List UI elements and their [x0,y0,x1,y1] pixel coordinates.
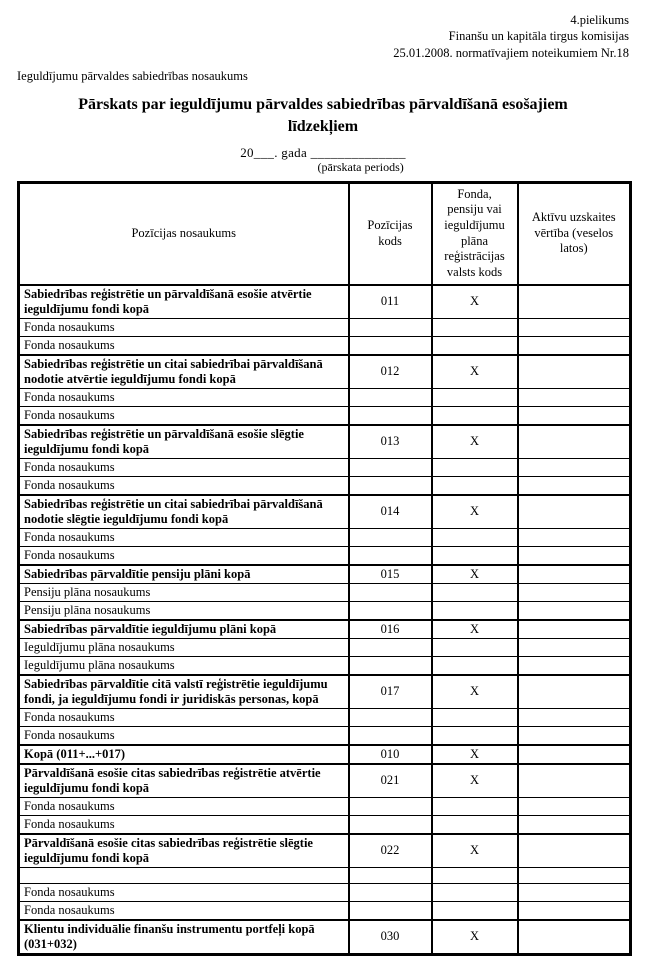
cell-position-name: Fonda nosaukums [19,726,349,745]
cell-country-code [432,815,518,834]
cell-position-name: Fonda nosaukums [19,458,349,476]
cell-asset-value [518,620,631,639]
cell-position-code [349,638,432,656]
table-row [19,528,631,546]
cell-position-name: Sabiedrības reģistrētie un citai sabiedrībai pārvaldīšanā nodotie slēgtie ieguldījumu fondi kopā [19,495,349,529]
table-row [19,920,631,955]
cell-position-name: Pensiju plāna nosaukums [19,601,349,620]
annex-line-1: 4.pielikums [570,13,629,27]
cell-country-code [432,388,518,406]
cell-asset-value [518,285,631,319]
cell-position-name [19,867,349,883]
table-body [19,285,631,955]
cell-asset-value [518,336,631,355]
cell-position-name: Sabiedrības pārvaldītie ieguldījumu plāni kopā [19,620,349,639]
cell-asset-value [518,495,631,529]
annex-block [17,12,629,61]
cell-position-name: Fonda nosaukums [19,708,349,726]
cell-position-code [349,815,432,834]
cell-country-code [432,797,518,815]
annex-line-2: Finanšu un kapitāla tirgus komisijas [448,29,629,44]
cell-position-name: Ieguldījumu plāna nosaukums [19,656,349,675]
cell-position-name: Pensiju plāna nosaukums [19,583,349,601]
cell-country-code: X [432,355,518,389]
cell-position-code: 013 [349,425,432,459]
cell-position-name: Fonda nosaukums [19,406,349,425]
cell-country-code [432,528,518,546]
cell-asset-value [518,528,631,546]
cell-asset-value [518,726,631,745]
cell-country-code: X [432,745,518,764]
cell-position-code [349,406,432,425]
cell-position-name: Kopā (011+...+017) [19,745,349,764]
cell-country-code: X [432,920,518,955]
company-name-label: Ieguldījumu pārvaldes sabiedrības nosaukums [17,68,248,83]
cell-asset-value [518,546,631,565]
col-header-position-code: Pozīcijas kods [349,182,432,285]
cell-country-code: X [432,834,518,868]
table-row [19,388,631,406]
cell-country-code: X [432,285,518,319]
cell-position-name: Fonda nosaukums [19,901,349,920]
cell-asset-value [518,406,631,425]
period-block [240,145,406,175]
cell-position-name: Fonda nosaukums [19,883,349,901]
table-row [19,620,631,639]
cell-country-code [432,867,518,883]
cell-position-code [349,883,432,901]
cell-asset-value [518,425,631,459]
cell-country-code [432,476,518,495]
cell-country-code [432,901,518,920]
table-row [19,318,631,336]
cell-country-code [432,638,518,656]
table-row [19,901,631,920]
cell-asset-value [518,355,631,389]
cell-position-code [349,476,432,495]
cell-asset-value [518,834,631,868]
cell-asset-value [518,920,631,955]
cell-position-code [349,797,432,815]
spacer-row [19,867,631,883]
cell-position-code: 010 [349,745,432,764]
cell-country-code [432,708,518,726]
cell-position-name: Fonda nosaukums [19,797,349,815]
table-row [19,546,631,565]
table-row [19,355,631,389]
table-row [19,834,631,868]
cell-position-name: Fonda nosaukums [19,318,349,336]
cell-position-code [349,708,432,726]
cell-asset-value [518,583,631,601]
cell-asset-value [518,675,631,709]
cell-country-code [432,406,518,425]
table-row [19,583,631,601]
cell-position-code [349,336,432,355]
cell-asset-value [518,745,631,764]
table-row [19,495,631,529]
cell-position-code [349,656,432,675]
cell-country-code: X [432,764,518,798]
cell-asset-value [518,565,631,584]
cell-position-name: Sabiedrības reģistrētie un citai sabiedrībai pārvaldīšanā nodotie atvērtie ieguldījumu fondi kopā [19,355,349,389]
cell-country-code [432,656,518,675]
table-row [19,406,631,425]
cell-position-code [349,458,432,476]
period-line: 20___. gada ______________ [240,144,406,160]
table-row [19,726,631,745]
cell-position-name: Fonda nosaukums [19,388,349,406]
cell-position-code [349,583,432,601]
cell-asset-value [518,901,631,920]
table-row [19,797,631,815]
cell-position-name: Pārvaldīšanā esošie citas sabiedrības reģistrētie atvērtie ieguldījumu fondi kopā [19,764,349,798]
table-row [19,815,631,834]
table-row [19,458,631,476]
table-row [19,708,631,726]
cell-country-code: X [432,425,518,459]
cell-position-code: 017 [349,675,432,709]
cell-position-name: Sabiedrības reģistrētie un pārvaldīšanā esošie slēgtie ieguldījumu fondi kopā [19,425,349,459]
cell-position-code: 022 [349,834,432,868]
cell-country-code [432,546,518,565]
table-row [19,638,631,656]
table-row [19,476,631,495]
cell-asset-value [518,388,631,406]
cell-position-code [349,388,432,406]
col-header-registration-country: Fonda, pensiju vai ieguldījumu plāna reģistrācijas valsts kods [432,182,518,285]
cell-position-name: Sabiedrības reģistrētie un pārvaldīšanā esošie atvērtie ieguldījumu fondi kopā [19,285,349,319]
cell-country-code: X [432,675,518,709]
cell-country-code [432,601,518,620]
cell-asset-value [518,867,631,883]
cell-position-name: Sabiedrības pārvaldītie citā valstī reģistrētie ieguldījumu fondi, ja ieguldījumu fondi ir juridiskās personas, kopā [19,675,349,709]
cell-country-code [432,883,518,901]
table-row [19,336,631,355]
cell-country-code [432,458,518,476]
cell-asset-value [518,708,631,726]
cell-asset-value [518,638,631,656]
cell-position-code [349,318,432,336]
col-header-position-name: Pozīcijas nosaukums [19,182,349,285]
table-row [19,425,631,459]
table-row [19,656,631,675]
cell-position-code [349,546,432,565]
table-row [19,285,631,319]
cell-position-name: Ieguldījumu plāna nosaukums [19,638,349,656]
cell-position-code: 016 [349,620,432,639]
cell-asset-value [518,815,631,834]
cell-asset-value [518,318,631,336]
table-row [19,764,631,798]
cell-country-code [432,583,518,601]
cell-position-code [349,726,432,745]
cell-asset-value [518,656,631,675]
cell-position-code: 011 [349,285,432,319]
cell-position-code [349,601,432,620]
cell-country-code: X [432,495,518,529]
report-table [17,181,632,956]
table-row [19,675,631,709]
cell-position-code: 030 [349,920,432,955]
cell-position-name: Fonda nosaukums [19,546,349,565]
cell-country-code: X [432,565,518,584]
table-row [19,601,631,620]
cell-position-code: 014 [349,495,432,529]
table-row [19,745,631,764]
cell-position-name: Klientu individuālie finanšu instrumentu portfeļi kopā (031+032) [19,920,349,955]
page-title: Pārskats par ieguldījumu pārvaldes sabiedrības pārvaldīšanā esošajiem līdzekļiem [78,95,568,136]
table-header-row [19,182,631,285]
cell-position-code [349,901,432,920]
annex-line-3: 25.01.2008. normatīvajiem noteikumiem Nr.18 [393,45,629,60]
cell-asset-value [518,458,631,476]
table-row [19,883,631,901]
cell-position-code: 012 [349,355,432,389]
cell-position-name: Pārvaldīšanā esošie citas sabiedrības reģistrētie slēgtie ieguldījumu fondi kopā [19,834,349,868]
cell-position-name: Fonda nosaukums [19,476,349,495]
cell-country-code: X [432,620,518,639]
period-caption: (pārskata periods) [317,159,404,174]
cell-position-code [349,867,432,883]
cell-position-code: 021 [349,764,432,798]
cell-country-code [432,726,518,745]
cell-country-code [432,318,518,336]
cell-position-name: Fonda nosaukums [19,528,349,546]
cell-asset-value [518,601,631,620]
cell-position-code [349,528,432,546]
cell-position-name: Fonda nosaukums [19,815,349,834]
table-row [19,565,631,584]
cell-position-code: 015 [349,565,432,584]
cell-asset-value [518,797,631,815]
cell-country-code [432,336,518,355]
col-header-asset-value: Aktīvu uzskaites vērtība (veselos latos) [518,182,631,285]
cell-position-name: Sabiedrības pārvaldītie pensiju plāni kopā [19,565,349,584]
cell-position-name: Fonda nosaukums [19,336,349,355]
cell-asset-value [518,764,631,798]
cell-asset-value [518,476,631,495]
cell-asset-value [518,883,631,901]
